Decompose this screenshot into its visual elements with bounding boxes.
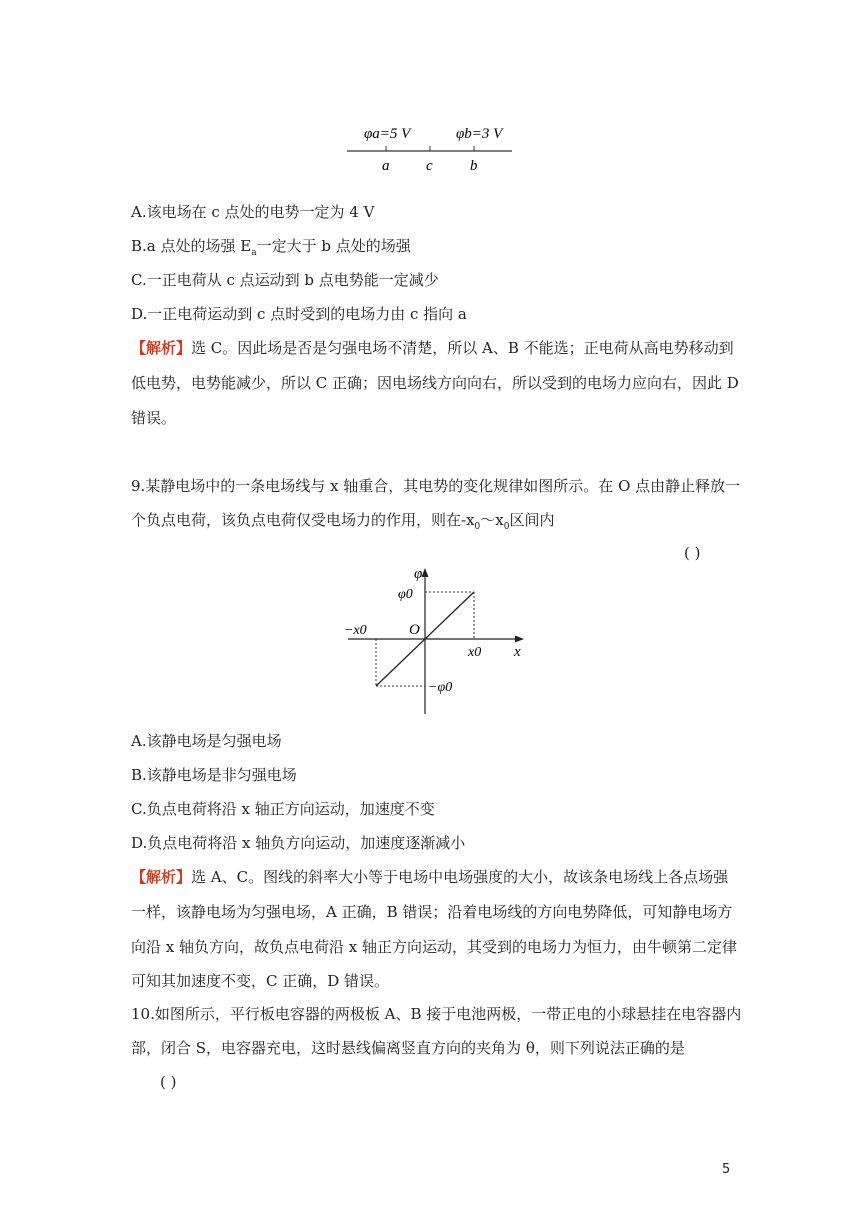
ea-subscript: a: [251, 248, 257, 258]
q9-analysis-text-1: 选 A、C。图线的斜率大小等于电场中电场强度的大小，故该条电场线上各点场强: [191, 868, 729, 886]
q9-option-c: C.负点电荷将沿 x 轴正方向运动，加速度不变: [131, 800, 435, 818]
q8-option-c: C.一正电荷从 c 点运动到 b 点电势能一定减少: [131, 271, 439, 289]
q9-option-b: B.该静电场是非匀强电场: [131, 766, 297, 784]
q10-stem-line-2: 部，闭合 S，电容器充电，这时悬线偏离竖直方向的夹角为 θ，则下列说法正确的是: [131, 1039, 685, 1057]
q9-option-a: A.该静电场是匀强电场: [131, 732, 282, 750]
neg-x0-label: −x0: [344, 623, 367, 638]
phi-a-label: φa=5 V: [364, 126, 411, 142]
q9-answer-bracket: ( ): [684, 544, 701, 562]
q8-option-d: D.一正电荷运动到 c 点时受到的电场力由 c 指向 a: [131, 305, 467, 323]
point-b-label: b: [470, 158, 478, 174]
q9-stem-part-a: 个负点电荷，该负点电荷仅受电场力的作用，则在-x: [131, 511, 475, 529]
q8-option-b-part2: 一定大于 b 点处的场强: [256, 237, 411, 255]
q9-analysis-line-3: 向沿 x 轴负方向，故负点电荷沿 x 轴正方向运动，其受到的电场力为恒力，由牛顿第二定律: [131, 938, 737, 956]
phi-axis-label: φ: [414, 566, 423, 582]
q10-stem-line-1: 10.如图所示，平行板电容器的两极板 A、B 接于电池两极，一带正电的小球悬挂在电容器内: [131, 1005, 742, 1023]
q8-option-b-part1: B.a 点处的场强 E: [131, 237, 252, 255]
phi0-label: φ0: [398, 587, 413, 602]
x0-label: x0: [468, 645, 482, 660]
potential-line-figure: [340, 118, 520, 180]
point-a-label: a: [382, 158, 390, 174]
neg-phi0-label: −φ0: [428, 680, 453, 695]
q9-analysis-line-1: [131, 867, 728, 887]
analysis-tag: 【解析】: [131, 868, 192, 886]
phi-axis-arrow: [422, 568, 429, 577]
q8-analysis-text-1: 选 C。因此场是否是匀强电场不清楚，所以 A、B 不能选；正电荷从高电势移动到: [191, 339, 734, 357]
q8-option-b: [131, 236, 411, 263]
page-number: 5: [722, 1162, 731, 1177]
q9-stem-line-2: [131, 510, 554, 537]
q8-analysis-line-3: 错误。: [131, 409, 177, 427]
point-c-label: c: [426, 158, 433, 174]
q9-option-d: D.负点电荷将沿 x 轴负方向运动，加速度逐渐减小: [131, 834, 466, 852]
x0-subscript-2: 0: [503, 522, 510, 532]
x-axis-label: x: [514, 644, 521, 660]
q8-option-a: A.该电场在 c 点处的电势一定为 4 V: [131, 203, 375, 221]
q9-stem-line-1: 9.某静电场中的一条电场线与 x 轴重合，其电势的变化规律如图所示。在 O 点由静止释放一: [131, 477, 741, 495]
q8-analysis-line-1: [131, 338, 734, 358]
q9-analysis-line-4: 可知其加速度不变，C 正确，D 错误。: [131, 972, 390, 990]
origin-label: O: [409, 622, 420, 638]
q9-stem-part-b: ～x: [480, 511, 504, 529]
x0-subscript-1: 0: [474, 522, 481, 532]
q10-answer-bracket: ( ): [160, 1073, 177, 1091]
analysis-tag: 【解析】: [131, 339, 192, 357]
phi-b-label: φb=3 V: [456, 126, 503, 142]
potential-graph: [340, 560, 530, 718]
x-axis-arrow: [515, 636, 524, 643]
q8-analysis-line-2: 低电势，电势能减少，所以 C 正确；因电场线方向向右，所以受到的电场力应向右，因此 D: [131, 374, 739, 392]
q9-stem-part-c: 区间内: [509, 511, 555, 529]
q9-analysis-line-2: 一样，该静电场为匀强电场，A 正确，B 错误；沿着电场线的方向电势降低，可知静电场方: [131, 903, 733, 921]
